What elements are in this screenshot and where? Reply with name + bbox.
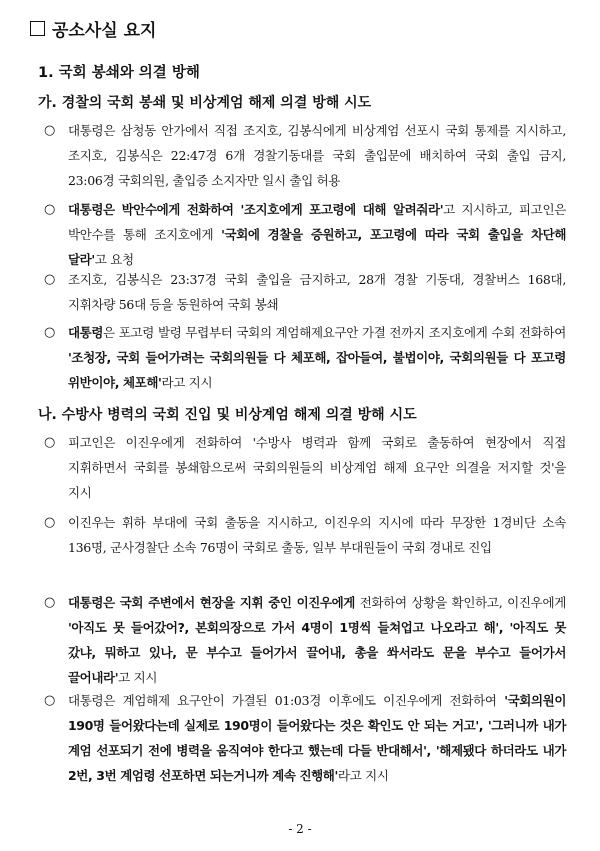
bold-text-segment: '조청장, 국회 들어가려는 국회의원들 다 체포해, 잡아들여, 불법이야, 국회의원들 다 포고령 위반이야, 체포해' [68,350,566,390]
list-item [44,320,566,395]
text-segment: 대통령은 삼청동 안가에서 직접 조지호, 김봉식에게 비상계엄 선포시 국회 통제를 지시하고, 조지호, 김봉식은 22:47경 6개 경찰기동대를 국회 출입문에 배치하여 국회 출입 금지, 23:06경 국회의원, 출입증 소지자만 일시 출입 허용 [68,123,566,188]
text-segment: 고 지시하고, 피고인은 박안수를 통해 조지호에게 [68,202,567,242]
bullet-icon: ○ [44,435,56,450]
item-text [68,320,566,395]
text-segment: 라고 지시 [337,768,389,783]
page-title-text: 공소사실 요지 [52,21,157,41]
bullet-icon: ○ [44,202,56,217]
subsection-heading-a: 가. 경찰의 국회 봉쇄 및 비상계엄 해제 의결 방해 시도 [38,95,372,111]
bullet-icon: ○ [44,325,56,340]
text-segment: 고 요청 [94,252,134,267]
list-item [44,267,566,317]
item-text [68,118,566,193]
text-segment: 은 포고령 발령 무렵부터 국회의 계엄해제요구안 가결 전까지 조지호에게 수회 전화하여 [103,325,566,340]
bold-text-segment: '국회의원이 190명 들어왔다는데 실제로 190명이 들어왔다는 것은 확인도 안 되는 거고', '그러니까 내가 계엄 선포되기 전에 병력을 움직여야 한다고 했는데 다들 반대해서', '해제됐다 하더라도 내가 2번, 3번 계엄령 선포하면 되는거니까 계속 진행해' [68,693,566,783]
text-segment: 피고인은 이진우에게 전화하여 '수방사 병력과 함께 국회로 출동하여 현장에서 직접 지휘하면서 국회를 봉쇄함으로써 국회의원들의 비상계엄 해제 요구안 의결을 저지할 것'을 지시 [68,435,566,500]
item-text [68,267,566,317]
list-item [44,430,566,505]
list-item [44,510,566,560]
item-text [68,688,566,788]
text-segment: 고 지시 [118,670,158,685]
item-text [68,197,566,272]
bullet-icon: ○ [44,595,56,610]
bold-text-segment: '국회에 경찰을 증원하고, 포고령에 따라 국회 출입을 차단해 달라' [68,227,567,267]
bullet-icon: ○ [44,272,56,287]
bold-text-segment: 대통령은 국회 주변에서 현장을 지휘 중인 이진우에게 [68,595,355,610]
text-segment: 이진우는 휘하 부대에 국회 출동을 지시하고, 이진우의 지시에 따라 무장한 1경비단 소속 136명, 군사경찰단 소속 76명이 국회로 출동, 일부 부대원들이 국회 경내로 진입 [68,515,566,555]
text-segment: 대통령은 계엄해제 요구안이 가결된 01:03경 이후에도 이진우에게 전화하여 [68,693,505,708]
bullet-icon: ○ [44,693,56,708]
page-title [30,16,156,41]
bullet-icon: ○ [44,515,56,530]
list-item [44,118,566,193]
bullet-icon: ○ [44,123,56,138]
bold-text-segment: 대통령 [68,325,104,340]
checkbox-square-icon [30,21,45,36]
text-segment: 전화하여 상황을 확인하고, 이진우에게 [354,595,566,610]
text-segment: 조지호, 김봉식은 23:37경 국회 출입을 금지하고, 28개 경찰 기동대, 경찰버스 168대, 지휘차량 56대 등을 동원하여 국회 봉쇄 [68,272,566,312]
list-item [44,197,566,272]
section-heading-1: 1. 국회 봉쇄와 의결 방해 [38,65,200,81]
list-item [44,590,566,690]
item-text [68,590,566,690]
page-number: - 2 - [288,822,312,836]
subsection-heading-b: 나. 수방사 병력의 국회 진입 및 비상계엄 해제 의결 방해 시도 [38,407,417,423]
list-item [44,688,566,788]
bold-text-segment: '아직도 못 들어갔어?, 본회의장으로 가서 4명이 1명씩 들쳐업고 나오라고 해', '아직도 못 갔냐, 뭐하고 있나, 문 부수고 들어가서 끌어내, 총을 쏴서라도 문을 부수고 들어가서 끌어내라' [68,620,566,685]
text-segment: 라고 지시 [161,375,213,390]
bold-text-segment: 대통령은 박안수에게 전화하여 '조지호에게 포고령에 대해 알려줘라' [68,202,444,217]
item-text [68,510,566,560]
item-text [68,430,566,505]
